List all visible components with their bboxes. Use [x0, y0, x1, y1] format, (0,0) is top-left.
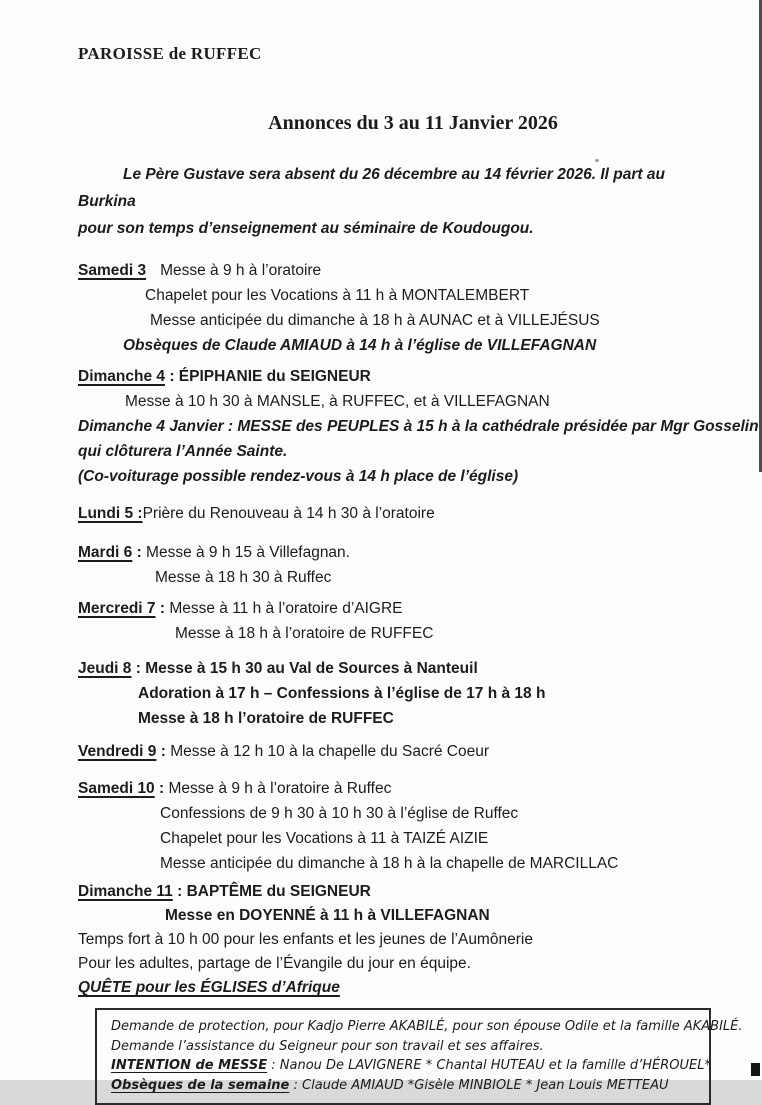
- event-text: Messe à 12 h 10 à la chapelle du Sacré Coeur: [170, 743, 489, 760]
- entry-samedi-10: [78, 776, 718, 876]
- entry-line: [78, 776, 718, 801]
- prayer-request: Demande l’assistance du Seigneur pour son travail et ses affaires.: [111, 1038, 544, 1054]
- intro-line: Le Père Gustave sera absent du 26 décembre au 14 février 2026. Il part au Burkina: [78, 166, 665, 210]
- mass-intention-label: INTENTION de MESSE: [111, 1058, 268, 1073]
- entry-line: [78, 596, 718, 621]
- day-label: Jeudi 8: [78, 660, 132, 677]
- separator: :: [155, 600, 170, 617]
- intro-line: pour son temps d’enseignement au séminaire de Koudougou.: [78, 220, 534, 237]
- week-funerals-names: : Claude AMIAUD *Gisèle MINBIOLE * Jean Louis METTEAU: [289, 1077, 669, 1093]
- entry-line: [78, 258, 718, 283]
- separator: :: [165, 368, 179, 385]
- event-text: Messe à 9 h à l’oratoire à Ruffec: [168, 780, 392, 797]
- collection-note: QUÊTE pour les ÉGLISES d’Afrique: [78, 979, 340, 996]
- page-title: Annonces du 3 au 11 Janvier 2026: [268, 112, 558, 134]
- entry-line: [78, 364, 718, 389]
- separator: :: [156, 743, 171, 760]
- event-text: Messe à 15 h 30 au Val de Sources à Nanteuil: [145, 660, 478, 677]
- event-text: Messe à 9 h 15 à Villefagnan.: [146, 544, 350, 561]
- entry-dimanche-4: [78, 364, 759, 489]
- day-label: Samedi 10: [78, 780, 155, 797]
- feast-title: BAPTÊME du SEIGNEUR: [186, 883, 371, 900]
- entry-line: [78, 739, 718, 764]
- event-text: Temps fort à 10 h 00 pour les enfants et les jeunes de l’Aumônerie: [78, 931, 533, 948]
- scan-dot-artifact: [595, 159, 599, 162]
- entry-jeudi-8: [78, 656, 718, 731]
- entry-line: [78, 540, 718, 565]
- day-label: Dimanche 4: [78, 368, 166, 385]
- event-text: Messe à 18 h 30 à Ruffec: [155, 569, 332, 586]
- event-text: Messe en DOYENNÉ à 11 h à VILLEFAGNAN: [165, 907, 490, 924]
- event-text: Messe à 10 h 30 à MANSLE, à RUFFEC, et à VILLEFAGNAN: [125, 393, 550, 410]
- parish-name: PAROISSE de RUFFEC: [78, 44, 262, 63]
- entry-line: [78, 880, 718, 904]
- special-note: Dimanche 4 Janvier : MESSE des PEUPLES à 15 h à la cathédrale présidée par Mgr Gosselin: [78, 418, 759, 435]
- special-note: (Co-voiturage possible rendez-vous à 14 h place de l’église): [78, 468, 519, 485]
- event-text: Chapelet pour les Vocations à 11 à TAIZÉ AIZIE: [160, 830, 489, 847]
- week-funerals-label: Obsèques de la semaine: [111, 1077, 290, 1093]
- entry-vendredi-9: [78, 739, 718, 764]
- event-text: Pour les adultes, partage de l’Évangile du jour en équipe.: [78, 955, 471, 972]
- entry-dimanche-11: [78, 880, 718, 1000]
- scan-corner-mark-artifact: [751, 1063, 760, 1076]
- entry-lundi-5: [78, 501, 718, 526]
- special-note: qui clôturera l’Année Sainte.: [78, 443, 288, 460]
- day-label: Vendredi 9: [78, 743, 157, 760]
- mass-intention-names: : Nanou De LAVIGNERE * Chantal HUTEAU et la famille d’HÉROUEL*: [267, 1058, 711, 1073]
- event-text: Messe anticipée du dimanche à 18 h à AUNAC et à VILLEJÉSUS: [150, 312, 600, 329]
- entry-samedi-3: [78, 258, 718, 358]
- day-label: Mardi 6: [78, 544, 133, 561]
- separator: :: [132, 544, 147, 561]
- event-text: Prière du Renouveau à 14 h 30 à l’oratoire: [142, 505, 435, 522]
- event-text: Messe à 9 h à l’oratoire: [160, 262, 322, 279]
- day-label: Dimanche 11: [78, 883, 173, 900]
- funeral-note: Obsèques de Claude AMIAUD à 14 h à l’église de VILLEFAGNAN: [123, 337, 597, 354]
- event-text: Messe à 18 h l’oratoire de RUFFEC: [138, 710, 394, 727]
- week-funerals: [111, 1076, 697, 1096]
- entry-mercredi-7: [78, 596, 718, 646]
- entry-line: [78, 656, 718, 681]
- event-text: Chapelet pour les Vocations à 11 h à MONTALEMBERT: [145, 287, 530, 304]
- day-label: Samedi 3: [78, 262, 147, 279]
- intentions-box: [95, 1008, 743, 1105]
- event-text: Messe à 11 h à l’oratoire d’AIGRE: [169, 600, 403, 617]
- event-text: Confessions de 9 h 30 à 10 h 30 à l’église de Ruffec: [160, 805, 519, 822]
- event-text: Messe anticipée du dimanche à 18 h à la chapelle de MARCILLAC: [160, 855, 619, 872]
- intro-note: [78, 161, 726, 242]
- mass-intention: [111, 1056, 711, 1076]
- event-text: Adoration à 17 h – Confessions à l’église de 17 h à 18 h: [138, 685, 546, 702]
- day-label: Lundi 5 :: [78, 505, 143, 522]
- event-text: Messe à 18 h à l’oratoire de RUFFEC: [175, 625, 434, 642]
- separator: :: [172, 883, 187, 900]
- feast-title: ÉPIPHANIE du SEIGNEUR: [178, 368, 371, 385]
- separator: :: [154, 780, 169, 797]
- day-label: Mercredi 7: [78, 600, 156, 617]
- entry-line: [78, 501, 718, 526]
- entry-mardi-6: [78, 540, 718, 590]
- prayer-request: Demande de protection, pour Kadjo Pierre AKABILÉ, pour son épouse Odile et la famille AKABILÉ.: [111, 1019, 743, 1034]
- separator: :: [131, 660, 146, 677]
